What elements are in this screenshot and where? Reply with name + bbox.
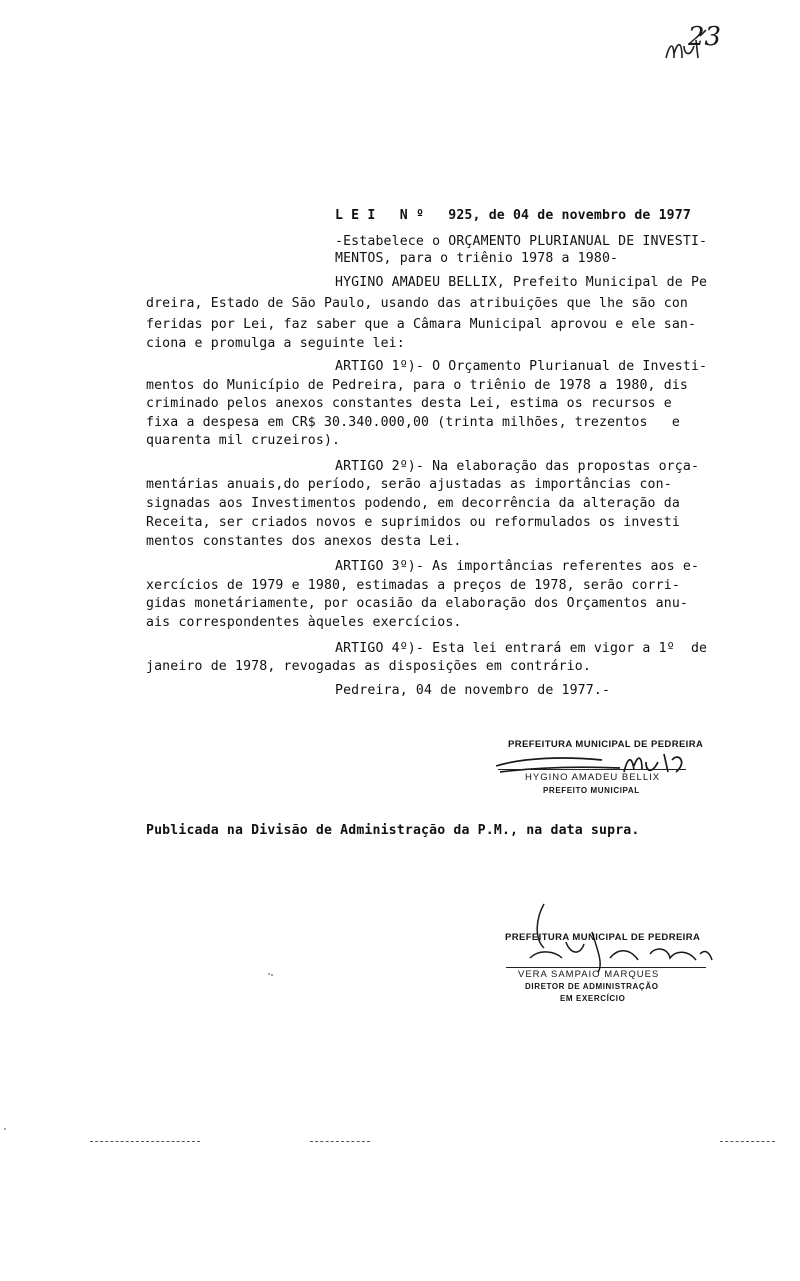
article-1-line-5: quarenta mil cruzeiros). [146,433,341,448]
article-1-line-3: criminado pelos anexos constantes desta Lei, estima os recursos e [146,396,672,411]
director-name: VERA SAMPAIO MARQUES [518,969,660,980]
article-3-line-3: gidas monetáriamente, por ocasião da elaboração dos Orçamentos anu- [146,596,688,611]
article-2-line-2: mentárias anuais,do período, serão ajustadas as importâncias con- [146,477,672,492]
mayor-signature-rule [498,769,686,770]
preamble-line-3: feridas por Lei, faz saber que a Câmara Municipal aprovou e ele san- [146,317,697,332]
article-3-line-1: ARTIGO 3º)- As importâncias referentes aos e- [335,559,700,574]
scan-artifact-dash [310,1141,370,1143]
article-1-line-4: fixa a despesa em CR$ 30.340.000,00 (trinta milhões, trezentos e [146,415,680,430]
article-1-line-2: mentos do Município de Pedreira, para o triênio de 1978 a 1980, dis [146,378,688,393]
preamble-line-1: HYGINO AMADEU BELLIX, Prefeito Municipal de Pe [335,275,708,290]
preamble-line-4: ciona e promulga a seguinte lei: [146,336,405,351]
law-number-line: L E I N º 925, de 04 de novembro de 1977 [335,208,691,223]
ementa-line-1: -Estabelece o ORÇAMENTO PLURIANUAL DE INVESTI- [335,234,708,249]
director-role-line-1: DIRETOR DE ADMINISTRAÇÃO [525,982,659,991]
article-3-line-4: ais correspondentes àqueles exercícios. [146,615,462,630]
article-4-line-1: ARTIGO 4º)- Esta lei entrará em vigor a 1º de [335,641,708,656]
page-number: 23 [688,22,722,52]
preamble-line-2: dreira, Estado de São Paulo, usando das atribuições que lhe são con [146,296,688,311]
mayor-role: PREFEITO MUNICIPAL [543,786,640,795]
place-date: Pedreira, 04 de novembro de 1977.- [335,683,611,698]
mayor-name: HYGINO AMADEU BELLIX [525,772,661,783]
publication-note: Publicada na Divisão de Administração da P.M., na data supra. [146,823,640,838]
article-2-line-5: mentos constantes dos anexos desta Lei. [146,534,462,549]
director-role-line-2: EM EXERCÍCIO [560,994,626,1003]
scan-artifact-dash [90,1141,200,1143]
scan-artifact-dash [720,1141,775,1143]
article-2-line-1: ARTIGO 2º)- Na elaboração das propostas orça- [335,459,700,474]
article-2-line-3: signadas aos Investimentos podendo, em decorrência da alteração da [146,496,680,511]
article-4-line-2: janeiro de 1978, revogadas as disposições em contrário. [146,659,591,674]
article-3-line-2: xercícios de 1979 e 1980, estimadas a preços de 1978, serão corri- [146,578,680,593]
article-1-line-1: ARTIGO 1º)- O Orçamento Plurianual de Investi- [335,359,708,374]
director-stamp-title: PREFEITURA MUNICIPAL DE PEDREIRA [505,932,701,943]
director-signature-rule [506,967,706,968]
article-2-line-4: Receita, ser criados novos e suprimidos ou reformulados os investi [146,515,680,530]
scan-artifact-speck [271,974,273,976]
ementa-line-2: MENTOS, para o triênio 1978 a 1980- [335,251,619,266]
scan-artifact-speck [268,973,270,975]
scan-artifact-speck [4,1128,6,1130]
mayor-stamp-title: PREFEITURA MUNICIPAL DE PEDREIRA [508,739,704,750]
